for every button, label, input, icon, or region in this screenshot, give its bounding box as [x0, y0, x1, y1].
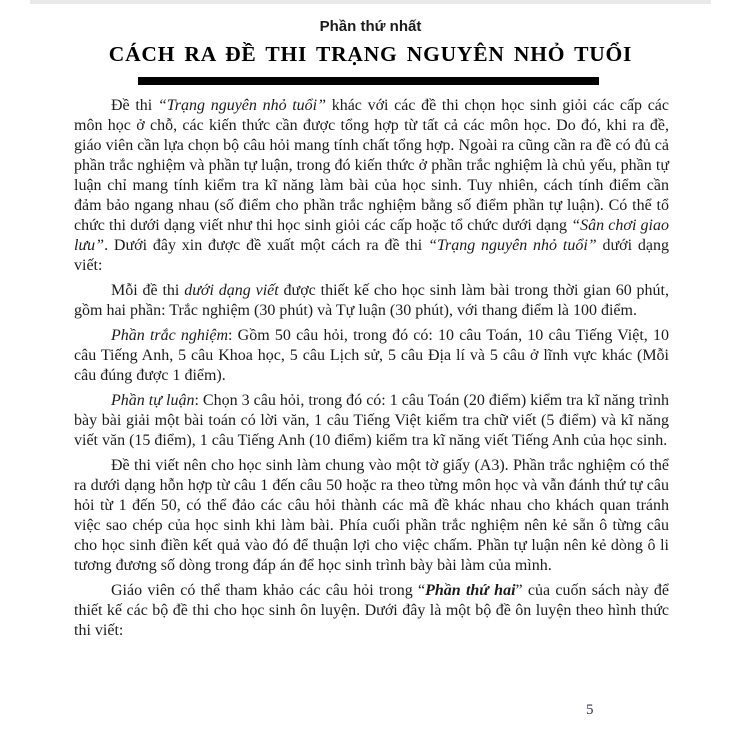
- text-segment: : Gồm 50 câu hỏi, trong đó có: 10 câu Toán, 10 câu Tiếng Việt, 10 câu Tiếng Anh, 5 câu Khoa học, 5 câu Lịch sử, 5 câu Địa lí và 5 câu ở lĩnh vực khác (Mỗi câu đúng được 1 điểm).: [74, 327, 669, 384]
- text-segment: khác với các đề thi chọn học sinh giỏi các cấp các môn học ở chỗ, các kiến thức cần được tổng hợp từ tất cả các môn học. Do đó, khi ra đề, giáo viên cần lựa chọn bộ câu hỏi mang tính chất tổng hợp. Ngoài ra cũng cần ra đề có đủ cả phần trắc nghiệm và phần tự luận, trong đó kiến thức ở phần trắc nghiệm là chủ yếu, phần tự luận chỉ mang tính kiểm tra kĩ năng làm bài của học sinh. Tuy nhiên, cách tính điểm cần đảm bảo ngang nhau (số điểm cho phần trắc nghiệm bằng số điểm phần tự luận). Có thể tổ chức thi dưới dạng viết như thi học sinh giỏi các cấp hoặc tổ chức dưới dạng: [74, 97, 670, 234]
- text-segment: Phần trắc nghiệm: [111, 327, 229, 344]
- paragraph-layout-advice: [74, 456, 669, 576]
- text-segment: Giáo viên có thể tham khảo các câu hỏi trong “: [111, 582, 426, 599]
- paragraph-intro: [74, 96, 669, 276]
- text-segment: dưới dạng viết: [184, 282, 279, 299]
- page-body: [74, 96, 669, 646]
- paragraph-multiple-choice: [74, 326, 669, 386]
- text-segment: “Sân chơi giao lưu”: [74, 217, 669, 254]
- text-segment: Phần tự luận: [111, 392, 195, 409]
- text-segment: “Trạng nguyên nhỏ tuổi”: [428, 237, 597, 254]
- chapter-title: CÁCH RA ĐỀ THI TRẠNG NGUYÊN NHỎ TUỔI: [108, 42, 633, 66]
- title-rule: [138, 77, 599, 85]
- page-number: 5: [586, 702, 594, 718]
- part-label: Phần thứ nhất: [319, 18, 422, 35]
- text-segment: được thiết kế cho học sinh làm bài trong thời gian 60 phút, gồm hai phần: Trắc nghiệm (30 phút) và Tự luận (30 phút), với thang điểm là 100 điểm.: [74, 282, 669, 319]
- text-segment: ” của cuốn sách này để thiết kế các bộ đề thi cho học sinh ôn luyện. Dưới đây là một bộ đề ôn luyện theo hình thức thi viết:: [74, 582, 670, 639]
- text-segment: dưới dạng viết:: [74, 237, 669, 274]
- text-segment: Mỗi đề thi: [111, 282, 185, 299]
- text-segment: “Trạng nguyên nhỏ tuổi”: [157, 97, 327, 114]
- text-segment: Đề thi: [111, 97, 158, 114]
- text-segment: . Dưới đây xin được đề xuất một cách ra đề thi: [104, 237, 429, 254]
- text-segment: : Chọn 3 câu hỏi, trong đó có: 1 câu Toán (20 điểm) kiểm tra kĩ năng trình bày bài giải một bài toán có lời văn, 1 câu Tiếng Việt kiểm tra chữ viết (5 điểm) và kĩ năng viết văn (15 điểm), 1 câu Tiếng Anh (10 điểm) kiểm tra kĩ năng viết Tiếng Anh của học sinh.: [74, 392, 669, 449]
- paragraph-reference: [74, 581, 669, 641]
- text-segment: Đề thi viết nên cho học sinh làm chung vào một tờ giấy (A3). Phần trắc nghiệm có thể ra dưới dạng hỗn hợp từ câu 1 đến câu 50 hoặc ra theo từng môn học và vẫn đánh thứ tự câu hỏi từ 1 đến 50, có thể đảo các câu hỏi thành các mã đề khác nhau cho khách quan tránh việc sao chép của học sinh khi làm bài. Phía cuối phần trắc nghiệm nên kẻ sẵn ô từng câu cho học sinh điền kết quả vào đó để thuận lợi cho việc chấm. Phần tự luận nên kẻ dòng ô li tương đương số dòng trong đáp án để học sinh trình bày bài làm của mình.: [74, 457, 669, 574]
- paragraph-exam-format: [74, 281, 669, 321]
- scan-edge-artifact: [30, 0, 711, 4]
- text-segment: Phần thứ hai: [425, 582, 516, 599]
- paragraph-essay: [74, 391, 669, 451]
